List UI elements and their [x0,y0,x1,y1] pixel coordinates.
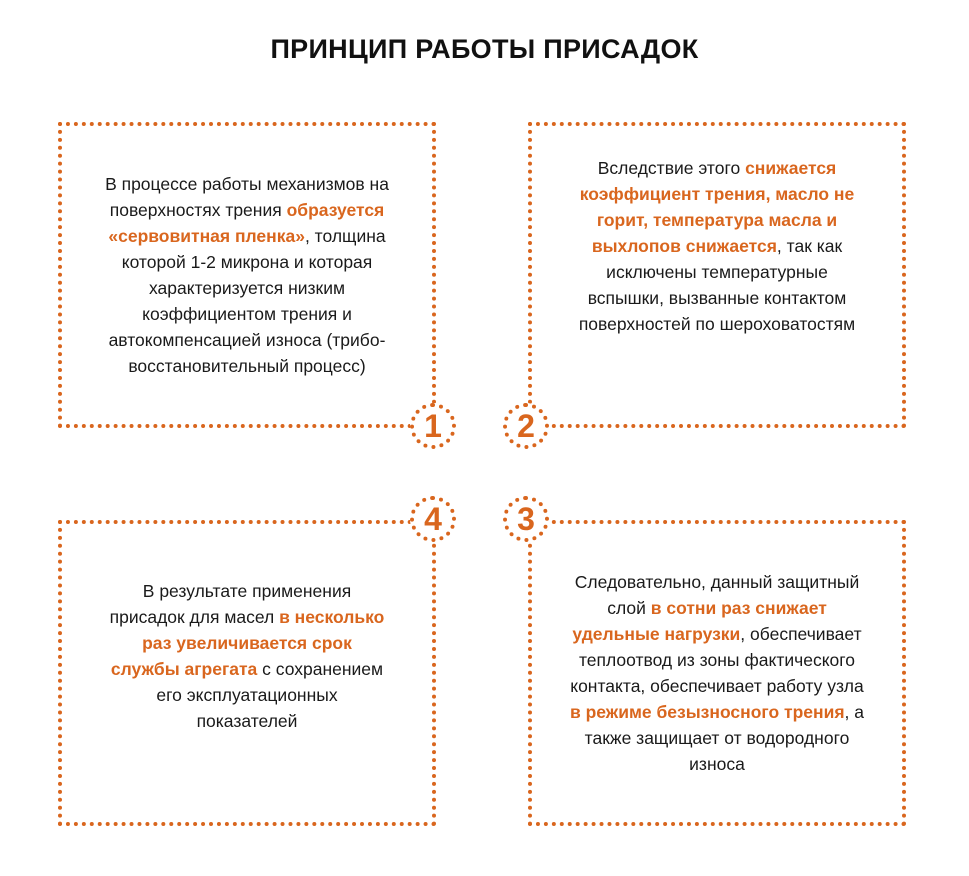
step-2-text [567,155,867,337]
step-3-highlight: в режиме безызносного трения [569,702,845,722]
step-3-card [528,520,906,826]
step-1-highlight: образуется «сервовитная пленка» [108,200,385,246]
step-2-text-part: , так как исключены температурные вспышки, вызванные контактом поверхностей по шероховатостям [578,236,856,334]
step-3-text-part: , обеспечивает теплоотвод из зоны фактического контакта, обеспечивает работу узла [570,624,864,696]
step-1-text-part: В процессе работы механизмов на поверхностях трения [105,174,389,220]
step-3-text [567,569,867,777]
step-3-highlight: в сотни раз снижает удельные нагрузки [572,598,827,644]
step-4-highlight: в несколько раз увеличивается срок службы агрегата [110,607,385,679]
step-4-text [107,578,387,734]
step-3-text-part: , а также защищает от водородного износа [584,702,865,774]
step-2-card [528,122,906,428]
step-3-text-part: Следовательно, данный защитный слой [574,572,860,618]
step-number-2-badge: 2 [503,403,549,449]
step-number-4-badge: 4 [410,496,456,542]
step-2-highlight: снижается коэффициент трения, масло не горит, температура масла и выхлопов снижается [579,158,855,256]
step-number-1-badge: 1 [410,403,456,449]
step-1-card [58,122,436,428]
step-1-text-part: , толщина которой 1-2 микрона и которая характеризуется низким коэффициентом трения и автокомпенсацией износа (трибо-восстановительный процесс) [108,226,386,376]
step-4-card [58,520,436,826]
page-title: ПРИНЦИП РАБОТЫ ПРИСАДОК [270,34,699,64]
step-2-text-part: Вследствие этого [597,158,746,178]
step-1-text [97,171,397,379]
step-number-3-badge: 3 [503,496,549,542]
step-4-text-part: с сохранением его эксплуатационных показателей [156,659,384,731]
step-4-text-part: В результате применения присадок для масел [109,581,352,627]
